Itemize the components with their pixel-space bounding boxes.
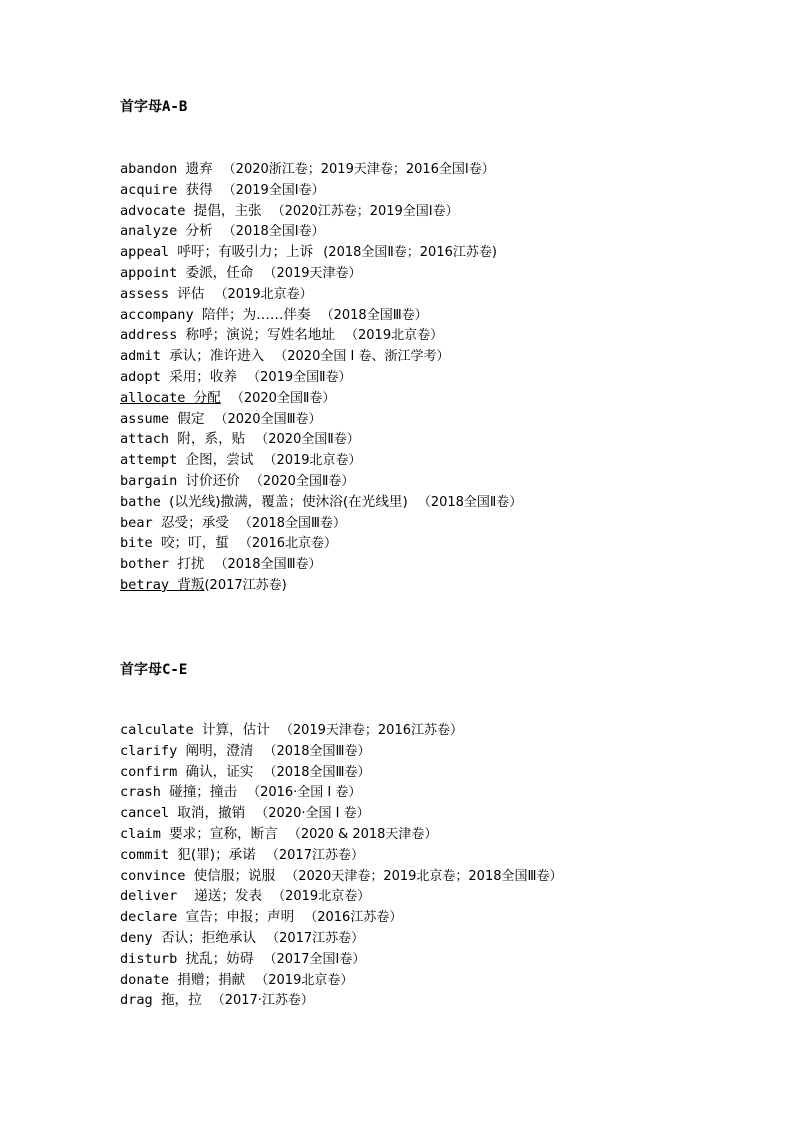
vocab-meaning: 企图，尝试: [185, 452, 254, 469]
vocab-source: （2019北京卷）: [272, 889, 371, 905]
vocab-meaning: 打扰: [177, 556, 205, 573]
vocab-word: deliver: [120, 888, 178, 905]
vocab-word: bear: [120, 514, 153, 531]
vocab-meaning: 取消，撤销: [177, 805, 246, 822]
vocab-word: attach: [120, 431, 170, 448]
vocab-entry: [120, 741, 562, 762]
vocab-meaning: 评估: [177, 285, 205, 302]
vocab-word: attempt: [120, 452, 178, 469]
vocab-word: acquire: [120, 181, 178, 198]
vocab-entry: [120, 201, 522, 222]
vocab-source: （2018全国Ⅰ卷）: [222, 224, 325, 240]
vocab-source: （2020浙江卷；2019天津卷；2016全国Ⅰ卷）: [222, 162, 495, 177]
vocab-word: abandon: [120, 161, 178, 177]
vocab-source: （2019全国Ⅰ卷）: [222, 182, 325, 198]
vocab-word: appoint: [120, 264, 178, 281]
vocab-entry: [120, 762, 562, 783]
vocab-entry: [120, 284, 522, 305]
vocab-source: (2017江苏卷): [204, 577, 287, 593]
vocab-source: （2017全国Ⅰ卷）: [263, 951, 366, 967]
vocab-source: （2020全国Ⅱ卷）: [230, 390, 336, 406]
vocab-meaning: 忍受；承受: [160, 514, 229, 531]
vocab-word: bathe: [120, 493, 161, 510]
vocab-entry: [120, 575, 522, 596]
vocab-word: accompany: [120, 306, 194, 323]
vocab-word: admit: [120, 348, 161, 365]
underline-space: [185, 390, 193, 406]
vocab-source: （2019全国Ⅱ卷）: [247, 369, 352, 385]
vocab-source: （2018全国Ⅲ卷）: [214, 557, 322, 573]
vocab-entry: [120, 949, 562, 970]
vocab-entry: [120, 471, 522, 492]
vocab-meaning: 扰乱；妨碍: [185, 950, 254, 967]
vocab-meaning: 称呼；演说；写姓名地址: [185, 327, 336, 344]
vocab-entry: [120, 180, 522, 201]
vocab-entry: [120, 305, 522, 326]
vocab-entry: [120, 242, 522, 263]
vocab-source: （2019北京卷）: [345, 328, 444, 344]
vocab-word: confirm: [120, 763, 178, 780]
vocab-entry: [120, 409, 522, 430]
vocab-meaning: 提倡，主张: [193, 202, 262, 219]
vocab-meaning: 犯(罪)；承诺: [177, 846, 256, 863]
vocab-source: （2020天津卷；2019北京卷；2018全国Ⅲ卷）: [285, 868, 563, 884]
vocab-source: （2018全国Ⅲ卷）: [238, 515, 346, 531]
vocab-source: （2019天津卷）: [263, 265, 362, 281]
word-list-a-b: [120, 159, 522, 596]
vocab-word: appeal: [120, 244, 170, 261]
vocab-source: （2018全国Ⅲ卷）: [320, 307, 428, 323]
vocab-entry: [120, 907, 562, 928]
vocab-word: declare: [120, 909, 178, 926]
vocab-source: （2020江苏卷；2019全国Ⅰ卷）: [271, 203, 459, 219]
vocab-word: analyze: [120, 223, 178, 240]
vocab-source: （2018全国Ⅲ卷）: [263, 764, 371, 780]
vocab-source: （2019北京卷）: [214, 286, 313, 302]
vocab-source: （2016·全国 Ⅰ 卷）: [247, 785, 362, 801]
vocab-source: （2020·全国 Ⅰ 卷）: [255, 806, 370, 822]
vocab-word: advocate: [120, 202, 186, 219]
vocab-meaning: 计算，估计: [201, 722, 270, 738]
vocab-word: claim: [120, 825, 161, 842]
vocab-source: （2017·江苏卷）: [211, 993, 314, 1009]
vocab-word: assess: [120, 285, 170, 302]
vocab-meaning: 遗弃: [185, 161, 213, 177]
vocab-meaning: (以光线)撒满，覆盖；使沐浴(在光线里): [169, 493, 408, 510]
vocab-entry: [120, 970, 562, 991]
vocab-source: （2020全国Ⅱ卷）: [255, 432, 360, 448]
vocab-meaning: 假定: [177, 410, 205, 427]
vocab-word: drag: [120, 992, 153, 1009]
vocab-entry: [120, 325, 522, 346]
vocab-source: （2017江苏卷）: [266, 930, 365, 946]
vocab-word: bother: [120, 556, 170, 573]
vocab-word: deny: [120, 929, 153, 946]
vocab-word: bite: [120, 535, 153, 552]
vocab-entry: [120, 803, 562, 824]
section-heading-c-e: 首字母C-E: [120, 662, 188, 678]
vocab-entry: [120, 845, 562, 866]
vocab-meaning: 拖，拉: [160, 992, 202, 1009]
vocab-word: donate: [120, 971, 170, 988]
vocab-entry: [120, 782, 562, 803]
vocab-meaning: 采用；收养: [169, 368, 238, 385]
vocab-source: （2019北京卷）: [263, 453, 362, 469]
vocab-meaning: 分配: [193, 389, 221, 406]
vocab-entry: [120, 513, 522, 534]
vocab-entry: [120, 221, 522, 242]
vocab-word: bargain: [120, 472, 178, 489]
vocab-source: （2020全国Ⅱ卷）: [249, 473, 355, 489]
vocab-meaning: 递送；发表: [185, 888, 263, 905]
vocab-meaning: 捐赠；捐献: [177, 971, 246, 988]
vocab-word: adopt: [120, 368, 161, 385]
vocab-entry: [120, 554, 522, 575]
vocab-word: address: [120, 327, 178, 344]
vocab-word: convince: [120, 867, 186, 884]
vocab-meaning: 委派，任命: [185, 264, 254, 281]
vocab-entry: [120, 928, 562, 949]
vocab-meaning: 咬；叮，蜇: [160, 535, 229, 552]
vocab-source: （2019天津卷；2016江苏卷）: [279, 723, 463, 738]
vocab-meaning: 使信服；说服: [193, 867, 276, 884]
vocab-word: cancel: [120, 805, 170, 822]
vocab-word: clarify: [120, 742, 178, 759]
vocab-entry: [120, 886, 562, 907]
vocab-entry: [120, 492, 522, 513]
vocab-source: （2020全国 Ⅰ 卷、浙江学考）: [274, 349, 450, 365]
vocab-source: （2019北京卷）: [255, 972, 354, 988]
vocab-meaning: 背叛: [177, 576, 205, 593]
vocab-entry: [120, 720, 562, 741]
vocab-meaning: 获得: [185, 181, 213, 198]
vocab-source: （2020全国Ⅲ卷）: [214, 411, 322, 427]
vocab-word: crash: [120, 784, 161, 801]
word-list-c-e: [120, 720, 562, 1011]
vocab-entry: [120, 824, 562, 845]
vocab-source: （2017江苏卷）: [265, 847, 364, 863]
vocab-entry: [120, 990, 562, 1011]
vocab-meaning: 阐明，澄清: [185, 742, 254, 759]
vocab-source: （2018全国Ⅱ卷）: [417, 494, 523, 510]
vocab-meaning: 陪伴；为……伴奏: [201, 306, 311, 323]
vocab-entry: [120, 346, 522, 367]
vocab-source: （2016北京卷）: [238, 536, 337, 552]
vocab-entry: [120, 263, 522, 284]
vocab-meaning: 碰撞；撞击: [169, 784, 238, 801]
vocab-meaning: 呼吁；有吸引力；上诉: [177, 244, 314, 261]
vocab-meaning: 附，系，贴: [177, 431, 246, 448]
vocab-entry: [120, 367, 522, 388]
vocab-meaning: 分析: [185, 223, 213, 240]
vocab-entry: [120, 450, 522, 471]
vocab-meaning: 确认，证实: [185, 763, 254, 780]
vocab-entry: [120, 388, 522, 409]
vocab-entry: [120, 533, 522, 554]
vocab-meaning: 讨价还价: [185, 472, 240, 489]
vocab-entry: [120, 866, 562, 887]
vocab-entry: [120, 159, 522, 180]
vocab-meaning: 要求；宣称，断言: [169, 825, 278, 842]
vocab-word: disturb: [120, 950, 178, 967]
vocab-entry: [120, 429, 522, 450]
vocab-source: （2018全国Ⅲ卷）: [263, 743, 371, 759]
vocab-word: betray: [120, 576, 170, 593]
vocab-word: assume: [120, 410, 170, 427]
vocab-word: calculate: [120, 722, 194, 738]
vocab-source: (2018全国Ⅱ卷；2016江苏卷): [323, 245, 497, 261]
vocab-word: commit: [120, 846, 170, 863]
vocab-meaning: 否认；拒绝承认: [160, 929, 257, 946]
vocab-meaning: 承认；准许进入: [169, 348, 265, 365]
vocab-source: （2020 & 2018天津卷）: [287, 826, 438, 842]
vocab-word: allocate: [120, 389, 186, 406]
vocab-meaning: 宣告；申报；声明: [185, 909, 295, 926]
vocab-source: （2016江苏卷）: [304, 910, 403, 926]
section-heading-a-b: 首字母A-B: [120, 99, 188, 115]
